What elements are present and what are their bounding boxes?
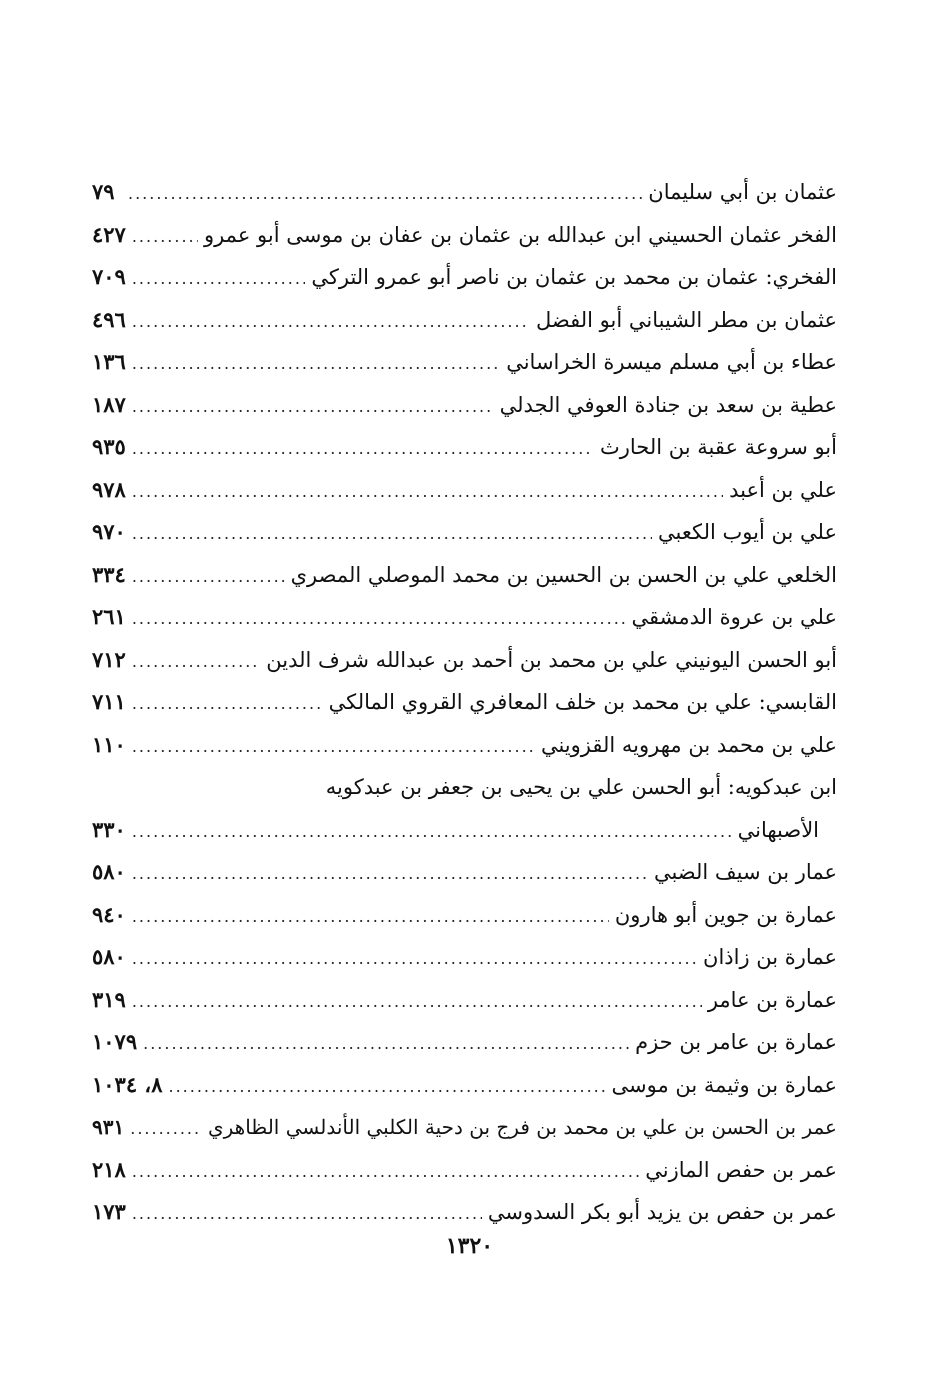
leader-dots bbox=[132, 301, 530, 344]
entry-name: عثمان بن أبي سليمان bbox=[648, 180, 837, 204]
entry-name: عمارة بن عامر بن حزم bbox=[635, 1030, 837, 1054]
entry-name: عثمان بن مطر الشيباني أبو الفضل bbox=[536, 307, 837, 332]
entry-name: عمارة بن جوين أبو هارون bbox=[614, 902, 837, 927]
entry-page: ١٧٣ bbox=[92, 1199, 126, 1224]
index-entry bbox=[92, 214, 837, 257]
entry-page: ٣٣٠ bbox=[92, 816, 126, 842]
leader-dots bbox=[132, 853, 648, 896]
index-entry bbox=[92, 1191, 837, 1234]
entry-page: ١٨٧ bbox=[92, 391, 126, 417]
entry-page: ٧١١ bbox=[92, 689, 126, 714]
entry-page: ١٠٧٩ bbox=[92, 1029, 138, 1054]
index-entry bbox=[92, 256, 837, 299]
entry-name: عمارة بن وثيمة بن موسى bbox=[611, 1072, 837, 1097]
index-entry bbox=[92, 1021, 837, 1064]
index-entry bbox=[92, 1064, 837, 1107]
entry-page: ١٣٦ bbox=[92, 349, 126, 374]
index-entry bbox=[92, 724, 837, 767]
index-entry-continued bbox=[92, 766, 837, 809]
leader-dots bbox=[132, 981, 702, 1024]
index-entry bbox=[92, 554, 837, 597]
leader-dots bbox=[132, 386, 494, 429]
entry-page: ١١٠ bbox=[92, 731, 126, 757]
page-number: ١٣٢٠ bbox=[445, 1233, 494, 1259]
entry-page: ٤٢٧ bbox=[92, 221, 126, 247]
entry-name: علي بن أيوب الكعبي bbox=[658, 520, 837, 544]
leader-dots bbox=[128, 173, 642, 216]
leader-dots bbox=[132, 598, 626, 641]
entry-name: عمر بن الحسن بن علي بن محمد بن فرج بن دحية الكلبي الأندلسي الظاهري bbox=[207, 1115, 837, 1139]
entry-name: عطية بن سعد بن جنادة العوفي الجدلي bbox=[499, 392, 837, 417]
index-entry bbox=[92, 299, 837, 342]
index-entry bbox=[92, 639, 837, 682]
entry-name: أبو الحسن اليونيني علي بن محمد بن أحمد بن عبدالله شرف الدين bbox=[266, 647, 837, 672]
entry-page: ٨، ١٠٣٤ bbox=[92, 1071, 163, 1097]
leader-dots bbox=[132, 216, 198, 259]
leader-dots bbox=[132, 258, 306, 301]
leader-dots bbox=[132, 471, 723, 514]
entry-page: ٧٩ bbox=[92, 179, 115, 204]
index-entry bbox=[92, 1106, 837, 1149]
entry-name: علي بن عروة الدمشقي bbox=[631, 605, 837, 629]
entry-page: ٩٣٥ bbox=[92, 434, 126, 459]
leader-dots bbox=[132, 428, 594, 471]
entry-page: ٥٨٠ bbox=[92, 859, 126, 884]
entry-page: ٩٣١ bbox=[92, 1115, 125, 1139]
index-entry bbox=[92, 596, 837, 639]
index-entry bbox=[92, 681, 837, 724]
index-entry bbox=[92, 426, 837, 469]
leader-dots bbox=[143, 1023, 629, 1066]
leader-dots bbox=[132, 343, 500, 386]
index-entry bbox=[92, 979, 837, 1022]
entry-name: عمر بن حفص بن يزيد أبو بكر السدوسي bbox=[487, 1200, 837, 1224]
leader-dots bbox=[132, 641, 260, 684]
leader-dots bbox=[132, 556, 285, 599]
entry-page: ٧١٢ bbox=[92, 646, 126, 672]
leader-dots bbox=[169, 1066, 606, 1109]
entry-name: عمار بن سيف الضبي bbox=[653, 860, 837, 884]
index-entry bbox=[92, 171, 837, 214]
entry-name: علي بن محمد بن مهرويه القزويني bbox=[540, 732, 837, 757]
leader-dots bbox=[132, 513, 652, 556]
index-entry bbox=[92, 1149, 837, 1192]
entry-page: ٤٩٦ bbox=[92, 306, 126, 332]
index-entry bbox=[92, 469, 837, 512]
entry-page: ٣٣٤ bbox=[92, 561, 126, 587]
index-entry-continuation bbox=[92, 809, 837, 852]
index-entry bbox=[92, 936, 837, 979]
entry-name: عمر بن حفص المازني bbox=[645, 1157, 837, 1182]
index-entry bbox=[92, 511, 837, 554]
entry-page: ٢٦١ bbox=[92, 604, 126, 629]
entry-name: القابسي: علي بن محمد بن خلف المعافري القروي المالكي bbox=[328, 690, 837, 714]
entry-page: ٥٨٠ bbox=[92, 944, 126, 969]
leader-dots bbox=[132, 726, 535, 769]
index-entry bbox=[92, 894, 837, 937]
entry-page: ٩٤٠ bbox=[92, 901, 126, 927]
entry-name: عطاء بن أبي مسلم ميسرة الخراساني bbox=[506, 350, 837, 374]
leader-dots bbox=[132, 683, 323, 726]
entry-name: عمارة بن زاذان bbox=[703, 945, 837, 969]
entry-page: ٩٧٠ bbox=[92, 519, 126, 544]
entry-name: أبو سروعة عقبة بن الحارث bbox=[599, 435, 837, 459]
leader-dots bbox=[132, 896, 609, 939]
entry-page: ٩٧٨ bbox=[92, 476, 126, 502]
index-list bbox=[92, 171, 837, 1234]
entry-page: ٧٠٩ bbox=[92, 264, 126, 289]
leader-dots bbox=[132, 811, 732, 854]
entry-name: الأصبهاني bbox=[737, 817, 819, 842]
entry-name: عمارة بن عامر bbox=[707, 987, 837, 1012]
index-entry bbox=[92, 384, 837, 427]
leader-dots bbox=[132, 938, 697, 981]
entry-name: علي بن أعبد bbox=[729, 477, 837, 502]
entry-page: ٣١٩ bbox=[92, 986, 126, 1012]
entry-name: الفخر عثمان الحسيني ابن عبدالله بن عثمان بن عفان بن موسى أبو عمرو bbox=[203, 222, 837, 247]
entry-name: الخلعي علي بن الحسن بن الحسين بن محمد الموصلي المصري bbox=[290, 562, 837, 587]
entry-name: الفخري: عثمان بن محمد بن عثمان بن ناصر أبو عمرو التركي bbox=[311, 265, 837, 289]
entry-page: ٢١٨ bbox=[92, 1156, 126, 1182]
leader-dots bbox=[130, 1108, 202, 1151]
leader-dots bbox=[132, 1151, 639, 1194]
index-entry bbox=[92, 341, 837, 384]
index-entry bbox=[92, 851, 837, 894]
leader-dots bbox=[132, 1193, 482, 1236]
entry-name: ابن عبدكويه: أبو الحسن علي بن يحيى بن جعفر بن عبدكويه bbox=[325, 775, 837, 799]
